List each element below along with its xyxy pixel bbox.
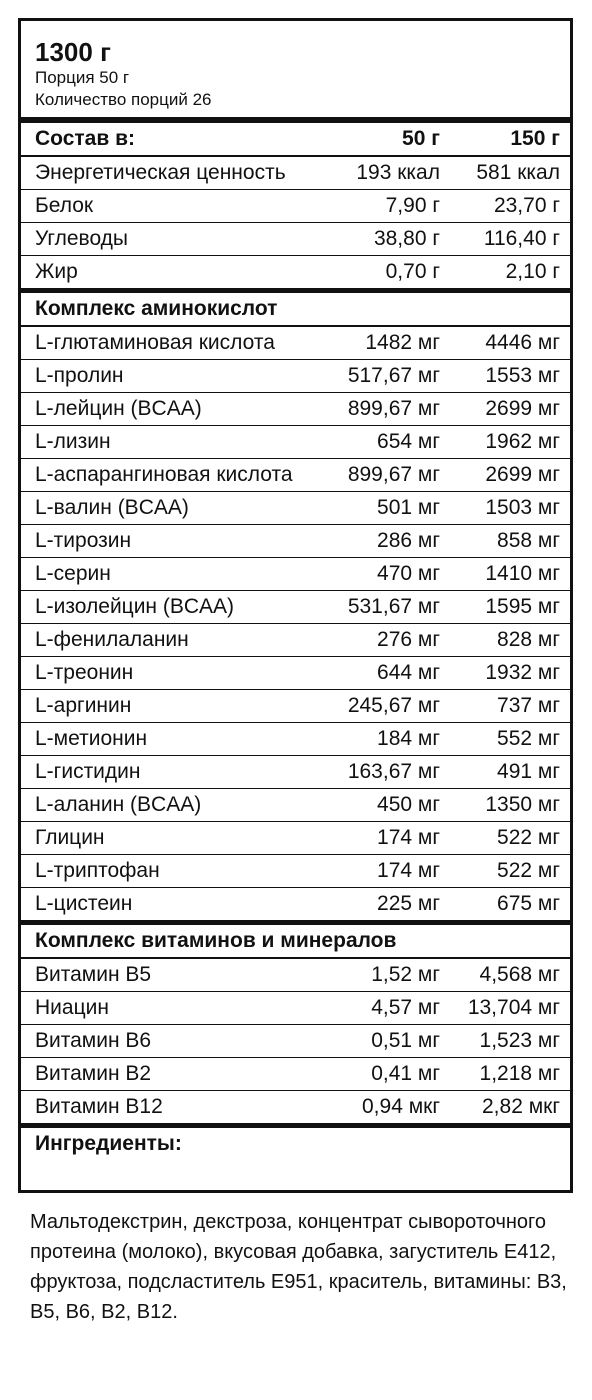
value-50g: 174 мг — [377, 826, 440, 849]
value-50g: 644 мг — [377, 661, 440, 684]
table-row — [21, 157, 570, 190]
value-150g: 828 мг — [497, 628, 560, 651]
ingredients-title: Ингредиенты: — [35, 1132, 182, 1155]
table-row — [21, 822, 570, 855]
table-row — [21, 1058, 570, 1091]
table-row — [21, 591, 570, 624]
nutrient-name: Витамин B12 — [35, 1095, 163, 1118]
value-150g: 2699 мг — [485, 463, 560, 486]
table-row — [21, 393, 570, 426]
value-150g: 2699 мг — [485, 397, 560, 420]
column-150g: 150 г — [510, 127, 560, 150]
nutrient-name: L-метионин — [35, 727, 148, 750]
value-150g: 13,704 мг — [467, 996, 560, 1019]
nutrient-name: L-аспарангиновая кислота — [35, 463, 293, 486]
amino-acids-list — [21, 327, 570, 925]
value-150g: 4,568 мг — [479, 963, 560, 986]
table-row — [21, 789, 570, 822]
nutrient-name: L-цистеин — [35, 892, 133, 915]
vitamins-title-text: Комплекс витаминов и минералов — [35, 929, 397, 952]
vitamins-list — [21, 959, 570, 1128]
value-50g: 174 мг — [377, 859, 440, 882]
value-50g: 531,67 мг — [347, 595, 440, 618]
nutrient-name: Белок — [35, 194, 94, 217]
value-50g: 7,90 г — [385, 194, 440, 217]
value-50g: 163,67 мг — [347, 760, 440, 783]
value-150g: 2,82 мкг — [482, 1095, 560, 1118]
table-row — [21, 190, 570, 223]
serving-size: Порция 50 г — [35, 68, 130, 87]
table-row — [21, 723, 570, 756]
nutrient-name: L-валин (BCAA) — [35, 496, 189, 519]
table-row — [21, 855, 570, 888]
value-150g: 23,70 г — [493, 194, 560, 217]
table-row — [21, 888, 570, 925]
table-row — [21, 426, 570, 459]
column-50g: 50 г — [402, 127, 440, 150]
amino-section-title — [21, 293, 570, 327]
table-row — [21, 1025, 570, 1058]
table-row — [21, 360, 570, 393]
value-150g: 1,523 мг — [479, 1029, 560, 1052]
value-50g: 1482 мг — [365, 331, 440, 354]
table-row — [21, 992, 570, 1025]
value-150g: 1932 мг — [485, 661, 560, 684]
value-50g: 450 мг — [377, 793, 440, 816]
value-150g: 1,218 мг — [479, 1062, 560, 1085]
value-50g: 501 мг — [377, 496, 440, 519]
value-150g: 581 ккал — [476, 161, 560, 184]
package-weight: 1300 г — [35, 37, 111, 67]
table-row — [21, 327, 570, 360]
amino-title-text: Комплекс аминокислот — [35, 297, 278, 320]
nutrient-name: L-лизин — [35, 430, 111, 453]
value-50g: 470 мг — [377, 562, 440, 585]
value-150g: 1503 мг — [485, 496, 560, 519]
nutrient-name: Энергетическая ценность — [35, 161, 286, 184]
value-150g: 2,10 г — [505, 260, 560, 283]
nutrient-name: L-аланин (BCAA) — [35, 793, 202, 816]
value-50g: 276 мг — [377, 628, 440, 651]
composition-title: Состав в: — [35, 127, 136, 150]
value-150g: 858 мг — [497, 529, 560, 552]
value-150g: 522 мг — [497, 859, 560, 882]
value-50g: 184 мг — [377, 727, 440, 750]
value-150g: 1553 мг — [485, 364, 560, 387]
nutrient-name: Витамин B2 — [35, 1062, 152, 1085]
value-150g: 1350 мг — [485, 793, 560, 816]
nutrient-name: L-тирозин — [35, 529, 132, 552]
label-header — [21, 21, 570, 123]
value-150g: 1410 мг — [485, 562, 560, 585]
table-row — [21, 558, 570, 591]
nutrient-name: L-лейцин (BCAA) — [35, 397, 202, 420]
value-150g: 522 мг — [497, 826, 560, 849]
table-row — [21, 756, 570, 789]
table-row — [21, 223, 570, 256]
vitamins-section-title — [21, 925, 570, 959]
nutrient-name: Витамин B5 — [35, 963, 152, 986]
value-150g: 1595 мг — [485, 595, 560, 618]
value-50g: 0,41 мг — [371, 1062, 440, 1085]
nutrient-name: Глицин — [35, 826, 105, 849]
value-50g: 38,80 г — [373, 227, 440, 250]
value-50g: 1,52 мг — [371, 963, 440, 986]
basic-nutrients — [21, 157, 570, 293]
table-row — [21, 492, 570, 525]
nutrient-name: L-пролин — [35, 364, 124, 387]
ingredients-text: Мальтодекстрин, декстроза, концентрат сывороточного протеина (молоко), вкусовая добавка, загуститель Е412, фруктоза, подсластитель Е951, краситель, витамины: B3, B5, B6, B2, B12. — [30, 1211, 567, 1323]
nutrient-name: Ниацин — [35, 996, 109, 1019]
nutrient-name: L-серин — [35, 562, 111, 585]
value-150g: 491 мг — [497, 760, 560, 783]
value-150g: 675 мг — [497, 892, 560, 915]
value-50g: 899,67 мг — [347, 397, 440, 420]
ingredients-title-row — [21, 1128, 570, 1160]
nutrition-label — [18, 18, 573, 1193]
value-50g: 654 мг — [377, 430, 440, 453]
table-row — [21, 690, 570, 723]
nutrient-name: L-треонин — [35, 661, 134, 684]
table-row — [21, 525, 570, 558]
servings-count: Количество порций 26 — [35, 90, 212, 109]
nutrient-name: L-триптофан — [35, 859, 160, 882]
value-50g: 193 ккал — [356, 161, 440, 184]
value-50g: 0,94 мкг — [362, 1095, 440, 1118]
nutrient-name: L-гистидин — [35, 760, 141, 783]
table-row — [21, 459, 570, 492]
table-row — [21, 657, 570, 690]
nutrient-name: Жир — [35, 260, 78, 283]
table-row — [21, 256, 570, 293]
value-150g: 737 мг — [497, 694, 560, 717]
value-150g: 116,40 г — [483, 227, 560, 250]
value-50g: 4,57 мг — [371, 996, 440, 1019]
value-50g: 286 мг — [377, 529, 440, 552]
nutrient-name: L-глютаминовая кислота — [35, 331, 275, 354]
nutrient-name: L-изолейцин (BCAA) — [35, 595, 235, 618]
value-50g: 225 мг — [377, 892, 440, 915]
nutrient-name: L-аргинин — [35, 694, 132, 717]
column-header-row — [21, 123, 570, 157]
value-50g: 0,51 мг — [371, 1029, 440, 1052]
nutrient-name: Углеводы — [35, 227, 129, 250]
value-50g: 899,67 мг — [347, 463, 440, 486]
value-150g: 552 мг — [497, 727, 560, 750]
value-50g: 517,67 мг — [347, 364, 440, 387]
value-150g: 4446 мг — [485, 331, 560, 354]
nutrient-name: L-фенилаланин — [35, 628, 189, 651]
value-50g: 0,70 г — [385, 260, 440, 283]
value-50g: 245,67 мг — [347, 694, 440, 717]
table-row — [21, 959, 570, 992]
table-row — [21, 624, 570, 657]
table-row — [21, 1091, 570, 1128]
nutrient-name: Витамин B6 — [35, 1029, 152, 1052]
value-150g: 1962 мг — [485, 430, 560, 453]
